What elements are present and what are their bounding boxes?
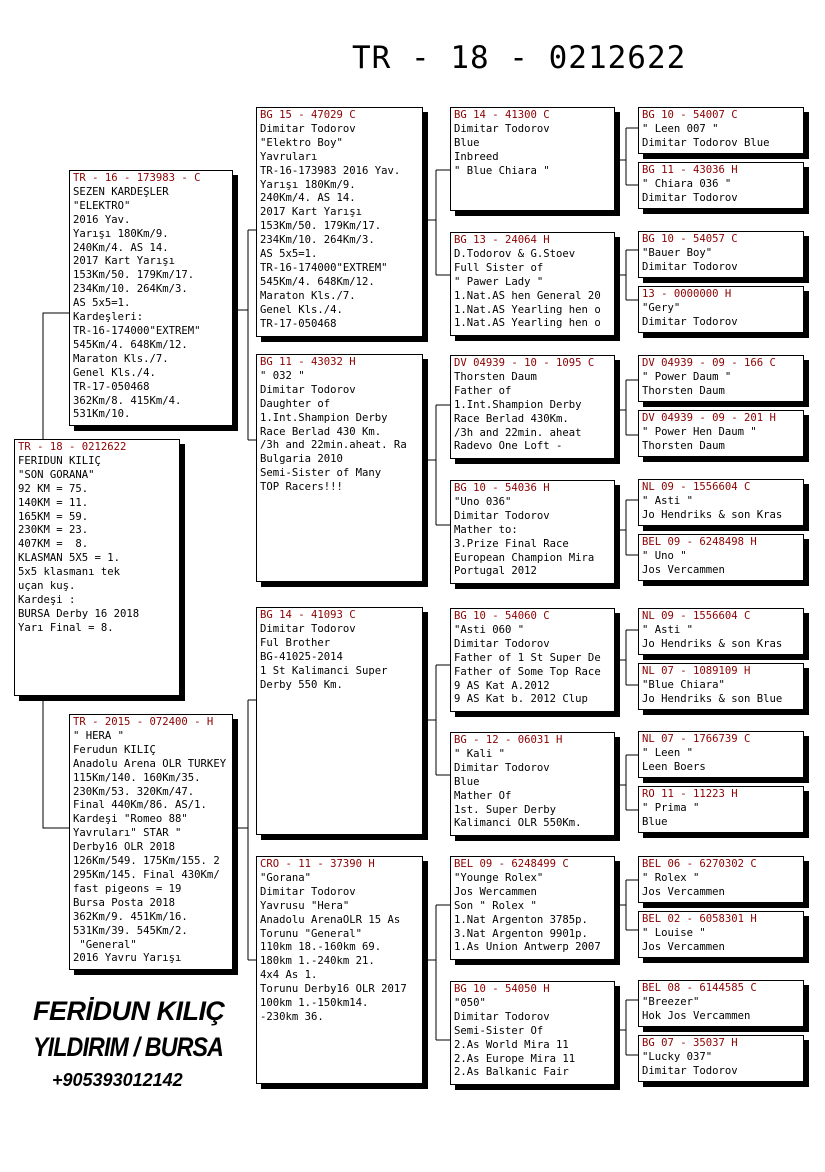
card-line: 407KM = 8.: [18, 538, 89, 551]
card-line: 9 AS Kat A.2012: [454, 679, 550, 692]
card-line: "General": [73, 938, 137, 951]
card-line: Dimitar Todorov: [260, 122, 356, 135]
card-line: 100km 1.-150km14.: [260, 997, 369, 1010]
card-line: Thorsten Daum: [642, 384, 725, 397]
card-line: AS 5x5=1.: [73, 297, 131, 310]
card-line: 295Km/145. Final 430Km/: [73, 868, 220, 881]
card-line: Torunu "General": [260, 927, 363, 940]
card-line: Derby16 OLR 2018: [73, 841, 176, 854]
ring-number: BEL 09 - 6248498 H: [642, 536, 757, 548]
card-line: Semi-Sister Of: [454, 1024, 544, 1037]
card-line: 362Km/8. 415Km/4.: [73, 394, 182, 407]
card-line: Dimitar Todorov Blue: [642, 136, 770, 149]
ring-number: TR - 18 - 0212622: [18, 441, 127, 453]
card-line: Race Berlad 430 Km.: [260, 425, 382, 438]
card-line: TR-17-050468: [260, 317, 337, 330]
owner-phone: +905393012142: [52, 1070, 183, 1090]
card-line: 110km 18.-160km 69.: [260, 941, 382, 954]
card-line: Radevo One Loft -: [454, 440, 563, 453]
card-line: /3h and 22min. aheat: [454, 426, 582, 439]
card-line: 545Km/4. 648Km/12.: [73, 338, 188, 351]
card-line: Daughter of: [260, 397, 331, 410]
card-line: 240Km/4. AS 14.: [73, 241, 169, 254]
card-line: Blue: [642, 815, 668, 828]
card-line: Dimitar Todorov: [260, 383, 356, 396]
owner-name: FERİDUN KILIÇ: [33, 996, 225, 1026]
card-line: Hok Jos Vercammen: [642, 1009, 751, 1022]
card-line: Yavruları: [260, 150, 318, 163]
card-line: Portugal 2012: [454, 565, 537, 578]
card-line: " Prima ": [642, 801, 700, 814]
card-line: 126Km/549. 175Km/155. 2: [73, 855, 220, 868]
card-line: Yavruları" STAR ": [73, 827, 182, 840]
dam-sire-sire-card: [450, 608, 615, 712]
owner-city: YILDIRIM / BURSA: [33, 1032, 224, 1062]
card-line: " Power Daum ": [642, 370, 732, 383]
ancestor-card-15: [638, 980, 804, 1027]
card-line: Blue: [454, 775, 480, 788]
ring-number: BG 15 - 47029 C: [260, 109, 356, 121]
sire-sire-card: [256, 107, 423, 337]
card-line: 1.Nat.AS Yearling hen o: [454, 317, 601, 330]
ring-number: NL 09 - 1556604 C: [642, 481, 751, 493]
card-line: 140KM = 11.: [18, 496, 89, 509]
card-line: " Leen 007 ": [642, 122, 719, 135]
card-line: 2.As Balkanic Fair: [454, 1066, 569, 1079]
card-line: Thorsten Daum: [642, 439, 725, 452]
ring-number: BG 10 - 54060 C: [454, 610, 550, 622]
card-line: "Blue Chiara": [642, 678, 725, 691]
card-line: 2.As Europe Mira 11: [454, 1052, 576, 1065]
card-line: Full Sister of: [454, 261, 544, 274]
sire-dam-dam-card: [450, 480, 615, 584]
subject-pigeon-card: [14, 439, 180, 696]
ring-number: TR - 2015 - 072400 - H: [73, 716, 214, 728]
card-line: Bulgaria 2010: [260, 453, 343, 466]
sire-sire-sire-card: [450, 107, 615, 211]
card-line: TR-16-174000"EXTREM": [73, 324, 201, 337]
ring-number: DV 04939 - 10 - 1095 C: [454, 357, 595, 369]
dam-dam-card: [256, 856, 423, 1084]
card-line: "ELEKTRO": [73, 199, 131, 212]
card-line: "Asti 060 ": [454, 623, 525, 636]
ring-number: NL 09 - 1556604 C: [642, 610, 751, 622]
ring-number: BG 11 - 43036 H: [642, 164, 738, 176]
card-line: 3.Nat Argenton 9901p.: [454, 927, 588, 940]
card-line: 5x5 klasmanı tek: [18, 566, 121, 579]
card-line: 234Km/10. 264Km/3.: [73, 283, 188, 296]
ring-number: TR - 16 - 173983 - C: [73, 172, 201, 184]
card-line: 2016 Yavru Yarışı: [73, 952, 182, 965]
card-line: BURSA Derby 16 2018: [18, 607, 140, 620]
card-line: Anadolu ArenaOLR 15 As: [260, 913, 401, 926]
card-line: Mather Of: [454, 789, 512, 802]
card-line: " 032 ": [260, 369, 305, 382]
card-line: 153Km/50. 179Km/17.: [260, 220, 382, 233]
card-line: Mather to:: [454, 523, 518, 536]
card-line: Father of 1 St Super De: [454, 651, 601, 664]
card-line: Ferudun KILIÇ: [73, 743, 156, 756]
ancestor-card-10: [638, 663, 804, 710]
card-line: 1 St Kalimanci Super: [260, 664, 388, 677]
card-line: Dimitar Todorov: [454, 761, 550, 774]
card-line: Kardeşi "Romeo 88": [73, 813, 188, 826]
card-line: Dimitar Todorov: [454, 122, 550, 135]
ancestor-card-4: [638, 286, 804, 333]
ring-number: BEL 06 - 6270302 C: [642, 858, 757, 870]
card-line: Yarışı 180Km/9.: [73, 227, 169, 240]
card-line: Yavrusu "Hera": [260, 899, 350, 912]
card-line: KLASMAN 5X5 = 1.: [18, 552, 121, 565]
card-line: Anadolu Arena OLR TURKEY: [73, 757, 227, 770]
pedigree-title: TR - 18 - 0212622: [352, 40, 687, 76]
card-line: "Gorana": [260, 871, 312, 884]
sire-dam-card: [256, 354, 423, 582]
ring-number: 13 - 0000000 H: [642, 288, 732, 300]
sire-dam-sire-card: [450, 355, 615, 459]
card-line: Bursa Posta 2018: [73, 896, 176, 909]
ancestor-card-9: [638, 608, 804, 655]
card-line: " Blue Chiara ": [454, 164, 550, 177]
card-line: Blue: [454, 136, 480, 149]
ring-number: NL 07 - 1766739 C: [642, 733, 751, 745]
card-line: "Breezer": [642, 995, 700, 1008]
card-line: Genel Kls./4.: [73, 366, 156, 379]
card-line: Dimitar Todorov: [642, 260, 738, 273]
card-line: 545Km/4. 648Km/12.: [260, 275, 375, 288]
ring-number: BG 11 - 43032 H: [260, 356, 356, 368]
card-line: Genel Kls./4.: [260, 303, 343, 316]
sire-card: [69, 170, 233, 426]
card-line: Father of Some Top Race: [454, 665, 601, 678]
ring-number: BG 13 - 24064 H: [454, 234, 550, 246]
card-line: Yarışı 180Km/9.: [260, 178, 356, 191]
ring-number: DV 04939 - 09 - 201 H: [642, 412, 776, 424]
card-line: Jos Wercammen: [454, 885, 537, 898]
ancestor-card-1: [638, 107, 804, 154]
card-line: Race Berlad 430Km.: [454, 412, 569, 425]
ancestor-card-5: [638, 355, 804, 402]
dam-card: [69, 714, 233, 970]
ring-number: BG 10 - 54050 H: [454, 983, 550, 995]
card-line: Jo Hendriks & son Kras: [642, 637, 783, 650]
card-line: 2017 Kart Yarışı: [73, 255, 176, 268]
ancestor-card-7: [638, 479, 804, 526]
card-line: 1.Int.Shampion Derby: [260, 411, 388, 424]
card-line: 1.Nat.AS Yearling hen o: [454, 303, 601, 316]
dam-sire-dam-card: [450, 732, 615, 836]
ancestor-card-8: [638, 534, 804, 581]
card-line: 92 KM = 75.: [18, 482, 89, 495]
card-line: BG-41025-2014: [260, 650, 343, 663]
card-line: Inbreed: [454, 150, 499, 163]
card-line: Son " Rolex ": [454, 899, 537, 912]
card-line: Jos Vercammen: [642, 885, 725, 898]
card-line: 240Km/4. AS 14.: [260, 192, 356, 205]
card-line: " Louise ": [642, 926, 706, 939]
card-line: 180km 1.-240km 21.: [260, 955, 375, 968]
card-line: 362Km/9. 451Km/16.: [73, 910, 188, 923]
card-line: 230Km/53. 320Km/47.: [73, 785, 195, 798]
ring-number: NL 07 - 1089109 H: [642, 665, 751, 677]
ancestor-card-16: [638, 1035, 804, 1082]
card-line: 2016 Yav.: [73, 213, 131, 226]
card-line: Kardeşi :: [18, 593, 76, 606]
card-line: 230KM = 23.: [18, 524, 89, 537]
card-line: Leen Boers: [642, 760, 706, 773]
ring-number: BG 10 - 54007 C: [642, 109, 738, 121]
card-line: Dimitar Todorov: [642, 315, 738, 328]
ancestor-card-14: [638, 911, 804, 958]
card-line: AS 5x5=1.: [260, 248, 318, 261]
ancestor-card-13: [638, 856, 804, 903]
dam-sire-card: [256, 607, 423, 835]
card-line: "SON GORANA": [18, 468, 95, 481]
card-line: "050": [454, 996, 486, 1009]
card-line: fast pigeons = 19: [73, 882, 182, 895]
card-line: Dimitar Todorov: [454, 637, 550, 650]
card-line: 1st. Super Derby: [454, 803, 557, 816]
card-line: D.Todorov & G.Stoev: [454, 247, 576, 260]
card-line: Derby 550 Km.: [260, 678, 343, 691]
card-line: 1.As Union Antwerp 2007: [454, 941, 601, 954]
card-line: Kalimanci OLR 550Km.: [454, 817, 582, 830]
card-line: European Champion Mira: [454, 551, 595, 564]
card-line: " Chiara 036 ": [642, 177, 732, 190]
card-line: Jo Hendriks & son Kras: [642, 508, 783, 521]
card-line: TOP Racers!!!: [260, 481, 343, 494]
card-line: 1.Nat Argenton 3785p.: [454, 913, 588, 926]
card-line: " Leen ": [642, 746, 694, 759]
ancestor-card-3: [638, 231, 804, 278]
card-line: "Younge Rolex": [454, 871, 544, 884]
card-line: Torunu Derby16 OLR 2017: [260, 983, 407, 996]
ring-number: BEL 09 - 6248499 C: [454, 858, 569, 870]
card-line: Jo Hendriks & son Blue: [642, 692, 783, 705]
card-line: "Bauer Boy": [642, 246, 713, 259]
card-line: Kardeşleri:: [73, 311, 144, 324]
card-line: 531Km/39. 545Km/2.: [73, 924, 188, 937]
card-line: "Lucky 037": [642, 1050, 713, 1063]
dam-dam-sire-card: [450, 856, 615, 960]
card-line: Maraton Kls./7.: [260, 289, 356, 302]
card-line: " Rolex ": [642, 871, 700, 884]
card-line: " Pawer Lady ": [454, 275, 544, 288]
ring-number: DV 04939 - 09 - 166 C: [642, 357, 776, 369]
card-line: 1.Nat.AS hen General 20: [454, 289, 601, 302]
card-line: Yarı Final = 8.: [18, 621, 114, 634]
card-line: Dimitar Todorov: [260, 622, 356, 635]
card-line: 153Km/50. 179Km/17.: [73, 269, 195, 282]
card-line: " HERA ": [73, 729, 125, 742]
card-line: 2.As World Mira 11: [454, 1038, 569, 1051]
card-line: "Gery": [642, 301, 681, 314]
ring-number: BEL 02 - 6058301 H: [642, 913, 757, 925]
card-line: " Asti ": [642, 494, 694, 507]
card-line: 2017 Kart Yarışı: [260, 206, 363, 219]
card-line: 165KM = 59.: [18, 510, 89, 523]
card-line: FERIDUN KILIÇ: [18, 454, 101, 467]
card-line: Dimitar Todorov: [454, 509, 550, 522]
card-line: -230km 36.: [260, 1010, 324, 1023]
card-line: "Elektro Boy": [260, 136, 343, 149]
card-line: SEZEN KARDEŞLER: [73, 185, 169, 198]
card-line: Thorsten Daum: [454, 370, 537, 383]
ring-number: RO 11 - 11223 H: [642, 788, 738, 800]
card-line: Dimitar Todorov: [642, 191, 738, 204]
ancestor-card-2: [638, 162, 804, 209]
ancestor-card-12: [638, 786, 804, 833]
card-line: 4x4 As 1.: [260, 969, 318, 982]
ring-number: BG 10 - 54057 C: [642, 233, 738, 245]
card-line: 531Km/10.: [73, 408, 131, 421]
ancestor-card-11: [638, 731, 804, 778]
ring-number: BEL 08 - 6144585 C: [642, 982, 757, 994]
card-line: " Asti ": [642, 623, 694, 636]
card-line: Final 440Km/86. AS/1.: [73, 799, 207, 812]
card-line: 9 AS Kat b. 2012 Clup: [454, 693, 588, 706]
card-line: uçan kuş.: [18, 580, 76, 593]
card-line: TR-17-050468: [73, 380, 150, 393]
ring-number: BG - 12 - 06031 H: [454, 734, 563, 746]
card-line: "Uno 036": [454, 495, 512, 508]
card-line: 3.Prize Final Race: [454, 537, 569, 550]
sire-sire-dam-card: [450, 232, 615, 336]
card-line: 1.Int.Shampion Derby: [454, 398, 582, 411]
card-line: TR-16-173983 2016 Yav.: [260, 164, 401, 177]
ancestor-card-6: [638, 410, 804, 457]
card-line: 115Km/140. 160Km/35.: [73, 771, 201, 784]
card-line: Dimitar Todorov: [454, 1010, 550, 1023]
card-line: Jos Vercammen: [642, 563, 725, 576]
card-line: " Uno ": [642, 549, 687, 562]
ring-number: BG 10 - 54036 H: [454, 482, 550, 494]
card-line: /3h and 22min.aheat. Ra: [260, 439, 407, 452]
card-line: TR-16-174000"EXTREM": [260, 261, 388, 274]
ring-number: BG 14 - 41093 C: [260, 609, 356, 621]
card-line: Ful Brother: [260, 636, 331, 649]
card-line: Dimitar Todorov: [642, 1064, 738, 1077]
card-line: " Kali ": [454, 747, 506, 760]
card-line: Maraton Kls./7.: [73, 352, 169, 365]
ring-number: BG 14 - 41300 C: [454, 109, 550, 121]
ring-number: CRO - 11 - 37390 H: [260, 858, 375, 870]
card-line: Semi-Sister of Many: [260, 467, 382, 480]
card-line: 234Km/10. 264Km/3.: [260, 234, 375, 247]
card-line: Dimitar Todorov: [260, 885, 356, 898]
dam-dam-dam-card: [450, 981, 615, 1085]
ring-number: BG 07 - 35037 H: [642, 1037, 738, 1049]
card-line: Father of: [454, 384, 512, 397]
card-line: Jos Vercammen: [642, 940, 725, 953]
card-line: " Power Hen Daum ": [642, 425, 757, 438]
